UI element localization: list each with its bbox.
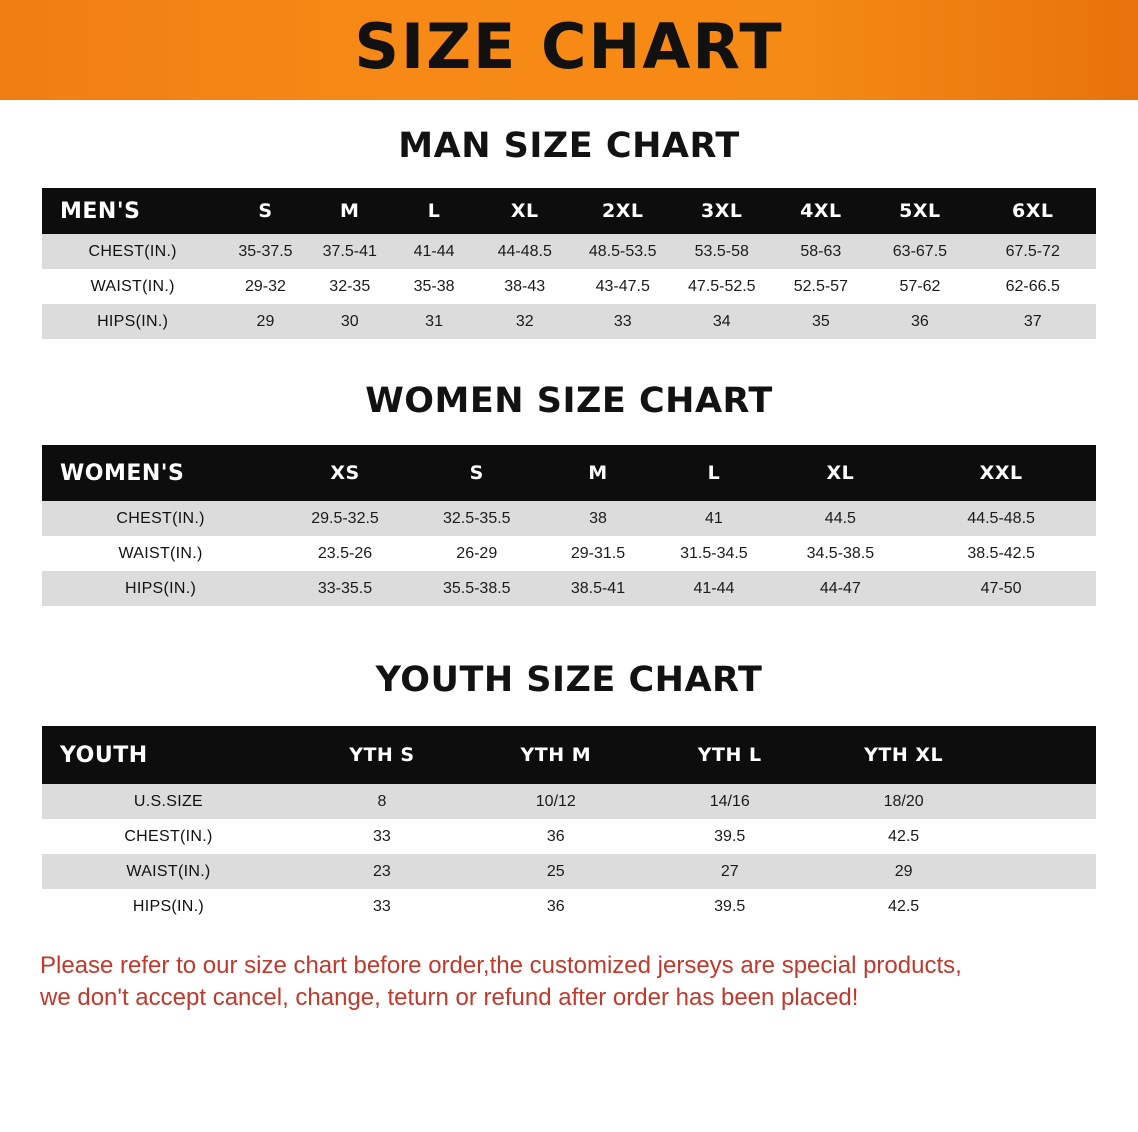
table-cell: 44.5 [824,509,856,527]
table-cell: 25 [546,862,565,880]
youth-size-table-wrap [42,726,1096,924]
table-cell-spacer [991,854,1096,889]
youth-section-title: YOUTH SIZE CHART [375,660,763,700]
table-cell: 8 [377,792,387,810]
row-label: CHEST(IN.) [88,242,177,260]
table-cell: 35-38 [413,277,455,295]
column-header: L [707,462,721,484]
table-cell: 42.5 [888,827,920,845]
table-row [42,269,1096,304]
table-cell: 10/12 [535,792,576,810]
column-header: M [340,200,360,222]
table-cell: 35-37.5 [238,242,293,260]
table-cell: 14/16 [709,792,750,810]
row-label: WAIST(IN.) [90,277,175,295]
column-header: YTH XL [864,744,944,766]
row-label: CHEST(IN.) [116,509,205,527]
table-cell: 63-67.5 [892,242,948,260]
table-cell: 47-50 [980,579,1022,597]
table-cell: 34.5-38.5 [806,544,875,562]
column-header: YOUTH [60,742,148,768]
page-banner [0,0,1138,100]
column-header: MEN'S [60,198,141,224]
table-cell: 52.5-57 [793,277,848,295]
table-row [42,889,1096,924]
table-cell: 43-47.5 [595,277,650,295]
table-row [42,234,1096,269]
table-cell: 31 [425,312,443,330]
row-label: WAIST(IN.) [126,862,211,880]
table-cell: 32-35 [329,277,371,295]
row-label: HIPS(IN.) [124,579,197,597]
column-header: L [427,200,441,222]
table-cell: 57-62 [899,277,941,295]
column-header: 6XL [1011,200,1054,222]
table-cell: 32.5-35.5 [442,509,511,527]
row-label: WAIST(IN.) [118,544,203,562]
table-cell: 37 [1023,312,1042,330]
table-row [42,536,1096,571]
policy-note [40,950,1098,1015]
table-row [42,784,1096,819]
table-cell: 29.5-32.5 [311,509,379,527]
table-cell: 33 [373,827,391,845]
table-cell: 29 [256,312,275,330]
column-header: XXL [979,462,1023,484]
women-size-table-wrap [42,445,1096,606]
table-cell: 33 [373,897,391,915]
column-header: 4XL [800,200,842,222]
policy-note-line-2: we don't accept cancel, change, teturn or refund after order has been placed! [40,984,859,1012]
column-header: XS [330,462,360,484]
table-cell: 29 [894,862,913,880]
table-row [42,571,1096,606]
table-cell: 39.5 [714,827,746,845]
table-cell: 38.5-41 [570,579,626,597]
table-cell: 27 [720,862,739,880]
page-title: SIZE CHART [354,10,784,83]
table-cell: 35 [811,312,830,330]
row-label: CHEST(IN.) [124,827,213,845]
table-cell: 37.5-41 [322,242,377,260]
table-cell: 26-29 [456,544,498,562]
table-cell: 30 [340,312,359,330]
table-cell: 33 [613,312,632,330]
man-size-table-wrap [42,188,1096,339]
table-cell-spacer [991,784,1096,819]
column-header: M [588,462,608,484]
table-row [42,854,1096,889]
table-cell: 36 [546,897,565,915]
table-cell: 23 [373,862,391,880]
table-cell: 62-66.5 [1005,277,1060,295]
policy-note-line-1: Please refer to our size chart before order,the customized jerseys are special products, [40,952,962,979]
table-cell: 44-48.5 [497,242,552,260]
women-size-table [42,445,1096,606]
row-label: U.S.SIZE [133,792,204,810]
table-cell-spacer [991,889,1096,924]
table-cell: 42.5 [888,897,920,915]
table-cell: 32 [515,312,534,330]
man-size-table [42,188,1096,339]
table-row [42,501,1096,536]
table-cell: 23.5-26 [317,544,373,562]
table-cell: 36 [911,312,929,330]
column-header-spacer [991,726,1096,784]
column-header: YTH L [697,744,762,766]
table-cell: 38.5-42.5 [967,544,1035,562]
table-row [42,304,1096,339]
table-cell: 35.5-38.5 [442,579,511,597]
table-cell: 67.5-72 [1005,242,1060,260]
table-cell: 41 [705,509,723,527]
youth-size-table [42,726,1096,924]
table-cell: 53.5-58 [694,242,749,260]
table-header-row [42,726,1096,784]
table-cell: 39.5 [714,897,746,915]
column-header: XL [510,200,539,222]
table-cell: 29-32 [244,277,286,295]
table-cell: 44.5-48.5 [967,509,1035,527]
table-cell: 41-44 [693,579,735,597]
table-cell: 29-31.5 [570,544,626,562]
column-header: YTH S [349,744,415,766]
table-cell-spacer [991,819,1096,854]
table-cell: 18/20 [883,792,924,810]
table-cell: 41-44 [413,242,455,260]
column-header: 2XL [601,200,644,222]
table-cell: 34 [712,312,731,330]
table-header-row [42,445,1096,501]
table-cell: 44-47 [819,579,861,597]
table-cell: 58-63 [800,242,842,260]
table-cell: 33-35.5 [317,579,373,597]
column-header: YTH M [520,744,592,766]
man-section-title: MAN SIZE CHART [398,126,740,166]
table-cell: 48.5-53.5 [588,242,657,260]
table-cell: 31.5-34.5 [680,544,748,562]
table-cell: 36 [546,827,565,845]
table-cell: 38 [589,509,607,527]
column-header: S [258,200,273,222]
column-header: 3XL [701,200,743,222]
column-header: 5XL [899,200,941,222]
table-row [42,819,1096,854]
table-header-row [42,188,1096,234]
women-section-title: WOMEN SIZE CHART [365,381,773,421]
table-cell: 38-43 [504,277,546,295]
row-label: HIPS(IN.) [132,897,205,915]
column-header: XL [826,462,855,484]
column-header: S [469,462,484,484]
table-cell: 47.5-52.5 [687,277,756,295]
column-header: WOMEN'S [60,460,185,486]
row-label: HIPS(IN.) [97,312,169,330]
